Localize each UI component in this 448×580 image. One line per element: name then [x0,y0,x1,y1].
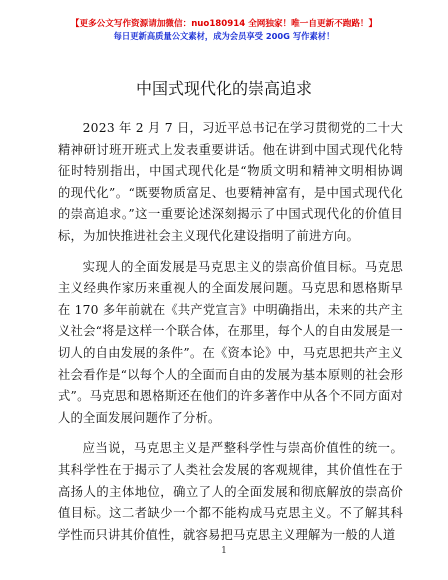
promo-banner-line-1: 【更多公文写作资源请加微信：nuo180914 全网独家！唯一自更新不跑路！】 [70,19,378,29]
promo-banner [0,18,448,42]
paragraph-3: 应当说，马克思主义是严整科学性与崇高价值性的统一。其科学性在于揭示了人类社会发展的客观规律，其价值性在于高扬人的主体地位，确立了人的全面发展和彻底解放的崇高价值目标。这二者缺少一个都不能构成马克思主义。不了解其科学性而只讲其价值性，就容易把马克思主义理解为一般的人道 [58,441,403,542]
paragraph-2: 实现人的全面发展是马克思主义的崇高价值目标。马克思主义经典作家历来重视人的全面发展问题。马克思和恩格斯早在 170 多年前就在《共产党宣言》中明确指出，未来的共产主义社会“将是这样一个联合体，在那里，每个人的自由发展是一切人的自由发展的条件”。在《资本论》中，马克思把共产主义社会看作是“以每个人的全面而自由的发展为基本原则的社会形式”。马克思和恩格斯还在他们的许多著作中从各个不同方面对人的全面发展问题作了分析。 [58,259,403,425]
page-number: 1 [221,546,227,556]
promo-banner-line-2: 每日更新高质量公文素材，成为会员享受 200G 写作素材！ [113,31,335,41]
paragraph-1: 2023 年 2 月 7 日，习近平总书记在学习贯彻党的二十大精神研讨班开班式上发表重要讲话。他在讲到中国式现代化特征时特别指出，中国式现代化是“物质文明和精神文明相协调的现代化”。“既要物质富足、也要精神富有，是中国式现代化的崇高追求。”这一重要论述深刻揭示了中国式现代化的价值目标，为加快推进社会主义现代化建设指明了前进方向。 [58,121,403,243]
document-title: 中国式现代化的崇高追求 [135,79,312,98]
document-body [58,118,403,555]
